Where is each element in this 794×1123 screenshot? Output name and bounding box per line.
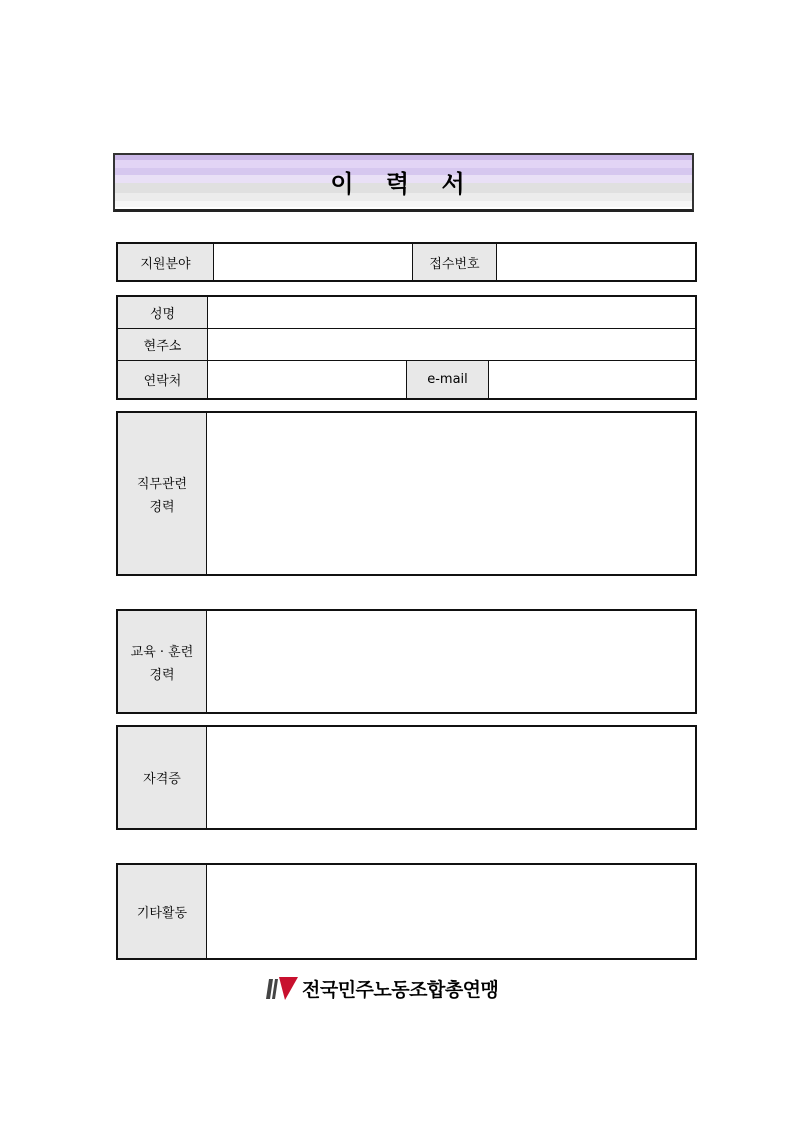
career-label-line2: 경력 (149, 499, 175, 515)
personal-info-table (117, 296, 696, 399)
email-label: e-mail (407, 361, 489, 399)
receipt-number-input[interactable] (497, 244, 696, 281)
title-banner (113, 153, 694, 212)
activities-input[interactable] (207, 865, 696, 959)
career-label (118, 413, 207, 575)
education-table (117, 610, 696, 713)
career-label-line1: 직무관련 (136, 476, 188, 492)
contact-input[interactable] (208, 361, 407, 399)
application-table (117, 243, 696, 281)
email-input[interactable] (489, 361, 696, 399)
career-input[interactable] (207, 413, 696, 575)
org-name: 전국민주노동조합총연맹 (302, 978, 499, 1001)
education-label (118, 611, 207, 713)
license-input[interactable] (207, 727, 696, 829)
address-label: 현주소 (118, 329, 208, 361)
union-logo-icon (266, 975, 298, 1001)
page-title: 이 력 서 (330, 169, 477, 198)
activities-label: 기타활동 (118, 865, 207, 959)
activities-table (117, 864, 696, 959)
license-label: 자격증 (118, 727, 207, 829)
name-label: 성명 (118, 297, 208, 329)
name-input[interactable] (208, 297, 696, 329)
education-input[interactable] (207, 611, 696, 713)
footer (266, 975, 498, 1001)
field-input[interactable] (214, 244, 413, 281)
education-label-line2: 경력 (149, 667, 175, 683)
receipt-number-label: 접수번호 (413, 244, 497, 281)
career-table (117, 412, 696, 575)
education-label-line1: 교육 · 훈련 (130, 644, 194, 660)
license-table (117, 726, 696, 829)
contact-label: 연락처 (118, 361, 208, 399)
address-input[interactable] (208, 329, 696, 361)
field-label: 지원분야 (118, 244, 214, 281)
